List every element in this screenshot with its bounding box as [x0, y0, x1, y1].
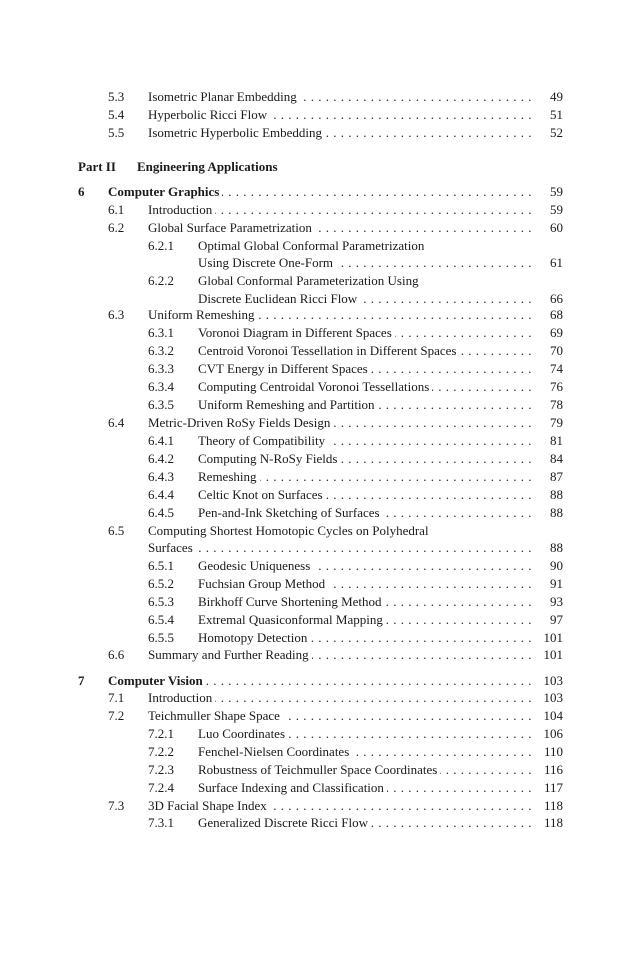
toc-title-text: Robustness of Teichmuller Space Coordinates	[198, 762, 440, 777]
toc-page-number: 76	[550, 379, 563, 394]
toc-title-text: Computer Graphics	[108, 184, 222, 199]
toc-page-number: 103	[543, 673, 563, 688]
toc-number: 6.5	[108, 523, 125, 538]
toc-entry-row	[0, 539, 641, 557]
toc-number: 7.2.1	[148, 726, 174, 741]
toc-entry-row	[0, 272, 641, 290]
toc-title-text: Surfaces	[148, 540, 196, 555]
toc-entry-row	[0, 611, 641, 629]
toc-number: 7.2.3	[148, 762, 174, 777]
toc-number: 7.3.1	[148, 815, 174, 830]
toc-page-number: 60	[550, 220, 563, 235]
toc-number: 5.4	[108, 107, 125, 122]
toc-entry-row	[0, 629, 641, 647]
toc-title	[148, 797, 532, 815]
toc-number: 7.2.4	[148, 780, 174, 795]
toc-page-number: 68	[550, 307, 563, 322]
toc-title-text: Homotopy Detection	[198, 630, 310, 645]
toc-title-text: Engineering Applications	[137, 159, 281, 174]
toc-title	[198, 342, 532, 360]
toc-title-text: Introduction	[148, 202, 215, 217]
toc-number: 6.6	[108, 647, 125, 662]
toc-title-text: Computing Centroidal Voronoi Tessellations	[198, 379, 432, 394]
toc-title	[148, 539, 532, 557]
toc-title-text: Uniform Remeshing	[148, 307, 258, 322]
toc-page-number: 78	[550, 397, 563, 412]
toc-number: 5.5	[108, 125, 125, 140]
toc-page-number: 69	[550, 325, 563, 340]
toc-title-text: Isometric Hyperbolic Embedding	[148, 125, 325, 140]
toc-entry-row	[0, 468, 641, 486]
toc-title	[198, 504, 532, 522]
toc-number: 6.5.5	[148, 630, 174, 645]
toc-page-number: 52	[550, 125, 563, 140]
toc-entry-row	[0, 575, 641, 593]
toc-title	[198, 575, 532, 593]
toc-entry-row	[0, 414, 641, 432]
toc-title	[148, 201, 532, 219]
toc-number: 6.3	[108, 307, 125, 322]
toc-page-number: 91	[550, 576, 563, 591]
toc-page-number: 74	[550, 361, 563, 376]
toc-title	[198, 324, 532, 342]
toc-entry-row	[0, 689, 641, 707]
toc-page-number: 118	[543, 815, 563, 830]
toc-number: 6.3.4	[148, 379, 174, 394]
toc-title	[198, 629, 532, 647]
toc-title	[198, 450, 532, 468]
toc-page-number: 84	[550, 451, 563, 466]
toc-page-number: 61	[550, 255, 563, 270]
toc-title-text: 3D Facial Shape Index	[148, 798, 270, 813]
toc-number: 6.5.3	[148, 594, 174, 609]
toc-title-text: Pen-and-Ink Sketching of Surfaces	[198, 505, 383, 520]
toc-page-number: 59	[550, 202, 563, 217]
toc-entry-row	[0, 106, 641, 124]
toc-page-number: 97	[550, 612, 563, 627]
toc-entry-row	[0, 88, 641, 106]
toc-title	[198, 611, 532, 629]
toc-title	[198, 360, 532, 378]
toc-number: 7.2.2	[148, 744, 174, 759]
toc-title	[148, 689, 532, 707]
toc-entry-row	[0, 342, 641, 360]
toc-title-text: Computing Shortest Homotopic Cycles on Polyhedral	[148, 523, 432, 538]
toc-entry-row	[0, 201, 641, 219]
toc-title-text: Voronoi Diagram in Different Spaces	[198, 325, 395, 340]
toc-entry-row	[0, 360, 641, 378]
toc-title-text: CVT Energy in Different Spaces	[198, 361, 371, 376]
toc-title-text: Global Surface Parametrization	[148, 220, 315, 235]
toc-title	[148, 707, 532, 725]
toc-title-text: Teichmuller Shape Space	[148, 708, 283, 723]
toc-title	[148, 124, 532, 142]
toc-title	[148, 88, 532, 106]
toc-number: 6.2.2	[148, 273, 174, 288]
toc-title-text: Computing N-RoSy Fields	[198, 451, 340, 466]
toc-page-number: 88	[550, 505, 563, 520]
toc-page-number: 88	[550, 540, 563, 555]
toc-title-text: Birkhoff Curve Shortening Method	[198, 594, 385, 609]
toc-title	[198, 779, 532, 797]
toc-page-number: 49	[550, 89, 563, 104]
toc-title	[137, 158, 581, 176]
toc-entry-row	[0, 593, 641, 611]
toc-entry-row	[0, 486, 641, 504]
toc-page-number: 106	[543, 726, 563, 741]
toc-page-number: 93	[550, 594, 563, 609]
toc-page-number: 117	[543, 780, 563, 795]
toc-entry-row	[0, 237, 641, 255]
toc-title	[198, 468, 532, 486]
toc-title	[198, 378, 532, 396]
toc-title-text: Metric-Driven RoSy Fields Design	[148, 415, 333, 430]
toc-title-text: Global Conformal Parameterization Using	[198, 273, 422, 288]
toc-number: 7.1	[108, 690, 125, 705]
toc-title	[148, 306, 532, 324]
toc-title	[198, 432, 532, 450]
toc-title	[198, 761, 532, 779]
toc-number: 6.3.2	[148, 343, 174, 358]
toc-page-number: 104	[543, 708, 563, 723]
toc-entry-row	[0, 814, 641, 832]
toc-number: 6.5.2	[148, 576, 174, 591]
toc-title-text: Introduction	[148, 690, 215, 705]
toc-entry-row	[0, 646, 641, 664]
toc-title	[198, 557, 532, 575]
toc-title-text: Generalized Discrete Ricci Flow	[198, 815, 371, 830]
toc-title	[198, 593, 532, 611]
toc-page-number: 118	[543, 798, 563, 813]
toc-title-text: Celtic Knot on Surfaces	[198, 487, 326, 502]
toc-title	[148, 414, 532, 432]
toc-title	[148, 106, 532, 124]
toc-title-text: Extremal Quasiconformal Mapping	[198, 612, 386, 627]
toc-entry-row	[0, 797, 641, 815]
toc-title	[198, 743, 532, 761]
toc-entry-row	[0, 725, 641, 743]
toc-title-text: Remeshing	[198, 469, 260, 484]
toc-title	[198, 486, 532, 504]
toc-page-number: 90	[550, 558, 563, 573]
toc-number: 6.4.5	[148, 505, 174, 520]
toc-number: 6.2	[108, 220, 125, 235]
toc-entry-row	[0, 707, 641, 725]
toc-number: 6.1	[108, 202, 125, 217]
toc-page-number: 59	[550, 184, 563, 199]
toc-number: 6	[78, 184, 85, 199]
toc-page-number: 51	[550, 107, 563, 122]
toc-chapter-row	[0, 672, 641, 690]
toc-title-text: Optimal Global Conformal Parametrization	[198, 238, 427, 253]
toc-title	[198, 272, 581, 290]
toc-title	[148, 219, 532, 237]
toc-title-text: Using Discrete One-Form	[198, 255, 336, 270]
toc-page-number: 116	[543, 762, 563, 777]
toc-title-text: Discrete Euclidean Ricci Flow	[198, 291, 360, 306]
toc-chapter-row	[0, 183, 641, 201]
toc-entry-row	[0, 761, 641, 779]
toc-entry-row	[0, 124, 641, 142]
toc-number: 6.4.1	[148, 433, 174, 448]
toc-page-number: 87	[550, 469, 563, 484]
toc-entry-row	[0, 743, 641, 761]
toc-title-text: Fenchel-Nielsen Coordinates	[198, 744, 352, 759]
toc-entry-row	[0, 324, 641, 342]
toc-title	[198, 725, 532, 743]
toc-entry-row	[0, 432, 641, 450]
toc-entry-row	[0, 219, 641, 237]
toc-page-number: 103	[543, 690, 563, 705]
toc-entry-row	[0, 396, 641, 414]
toc-title-text: Fuchsian Group Method	[198, 576, 328, 591]
toc-number: 6.4.3	[148, 469, 174, 484]
toc-number: 6.4	[108, 415, 125, 430]
toc-entry-row	[0, 378, 641, 396]
toc-number: 6.4.4	[148, 487, 174, 502]
toc-entry-row	[0, 522, 641, 540]
toc-number: 7.3	[108, 798, 125, 813]
toc-title-text: Computer Vision	[108, 673, 206, 688]
toc-title	[108, 183, 532, 201]
toc-page-number: 79	[550, 415, 563, 430]
toc-entry-row	[0, 306, 641, 324]
toc-title-text: Isometric Planar Embedding	[148, 89, 300, 104]
toc-title-text: Hyperbolic Ricci Flow	[148, 107, 270, 122]
toc-page-number: 101	[543, 630, 563, 645]
toc-title-text: Centroid Voronoi Tessellation in Different Spaces	[198, 343, 459, 358]
toc-title	[198, 814, 532, 832]
toc-title-text: Summary and Further Reading	[148, 647, 312, 662]
toc-number: 5.3	[108, 89, 125, 104]
toc-number: 7.2	[108, 708, 125, 723]
toc-number: Part II	[78, 159, 116, 174]
toc-number: 6.3.1	[148, 325, 174, 340]
toc-title-text: Luo Coordinates	[198, 726, 288, 741]
toc-title-text: Theory of Compatibility	[198, 433, 328, 448]
toc-title	[148, 646, 532, 664]
toc-page-number: 101	[543, 647, 563, 662]
toc-entry-row	[0, 779, 641, 797]
toc-number: 6.4.2	[148, 451, 174, 466]
toc-number: 6.5.1	[148, 558, 174, 573]
toc-number: 7	[78, 673, 85, 688]
toc-number: 6.2.1	[148, 238, 174, 253]
toc-title	[198, 396, 532, 414]
toc-page-number: 66	[550, 291, 563, 306]
toc-title-text: Surface Indexing and Classification	[198, 780, 387, 795]
toc-entry-row	[0, 450, 641, 468]
toc-page-number: 81	[550, 433, 563, 448]
toc-number: 6.3.5	[148, 397, 174, 412]
toc-page-number: 70	[550, 343, 563, 358]
toc-title	[148, 522, 581, 540]
toc-entry-row	[0, 254, 641, 272]
toc-number: 6.3.3	[148, 361, 174, 376]
toc-entry-row	[0, 504, 641, 522]
toc-page-number: 88	[550, 487, 563, 502]
toc-number: 6.5.4	[148, 612, 174, 627]
toc-entry-row	[0, 557, 641, 575]
toc-title-text: Uniform Remeshing and Partition	[198, 397, 378, 412]
toc-title	[198, 254, 532, 272]
toc-title	[108, 672, 532, 690]
toc-title-text: Geodesic Uniqueness	[198, 558, 313, 573]
toc-page-number: 110	[543, 744, 563, 759]
toc-title	[198, 237, 581, 255]
toc-part-heading	[0, 158, 641, 176]
